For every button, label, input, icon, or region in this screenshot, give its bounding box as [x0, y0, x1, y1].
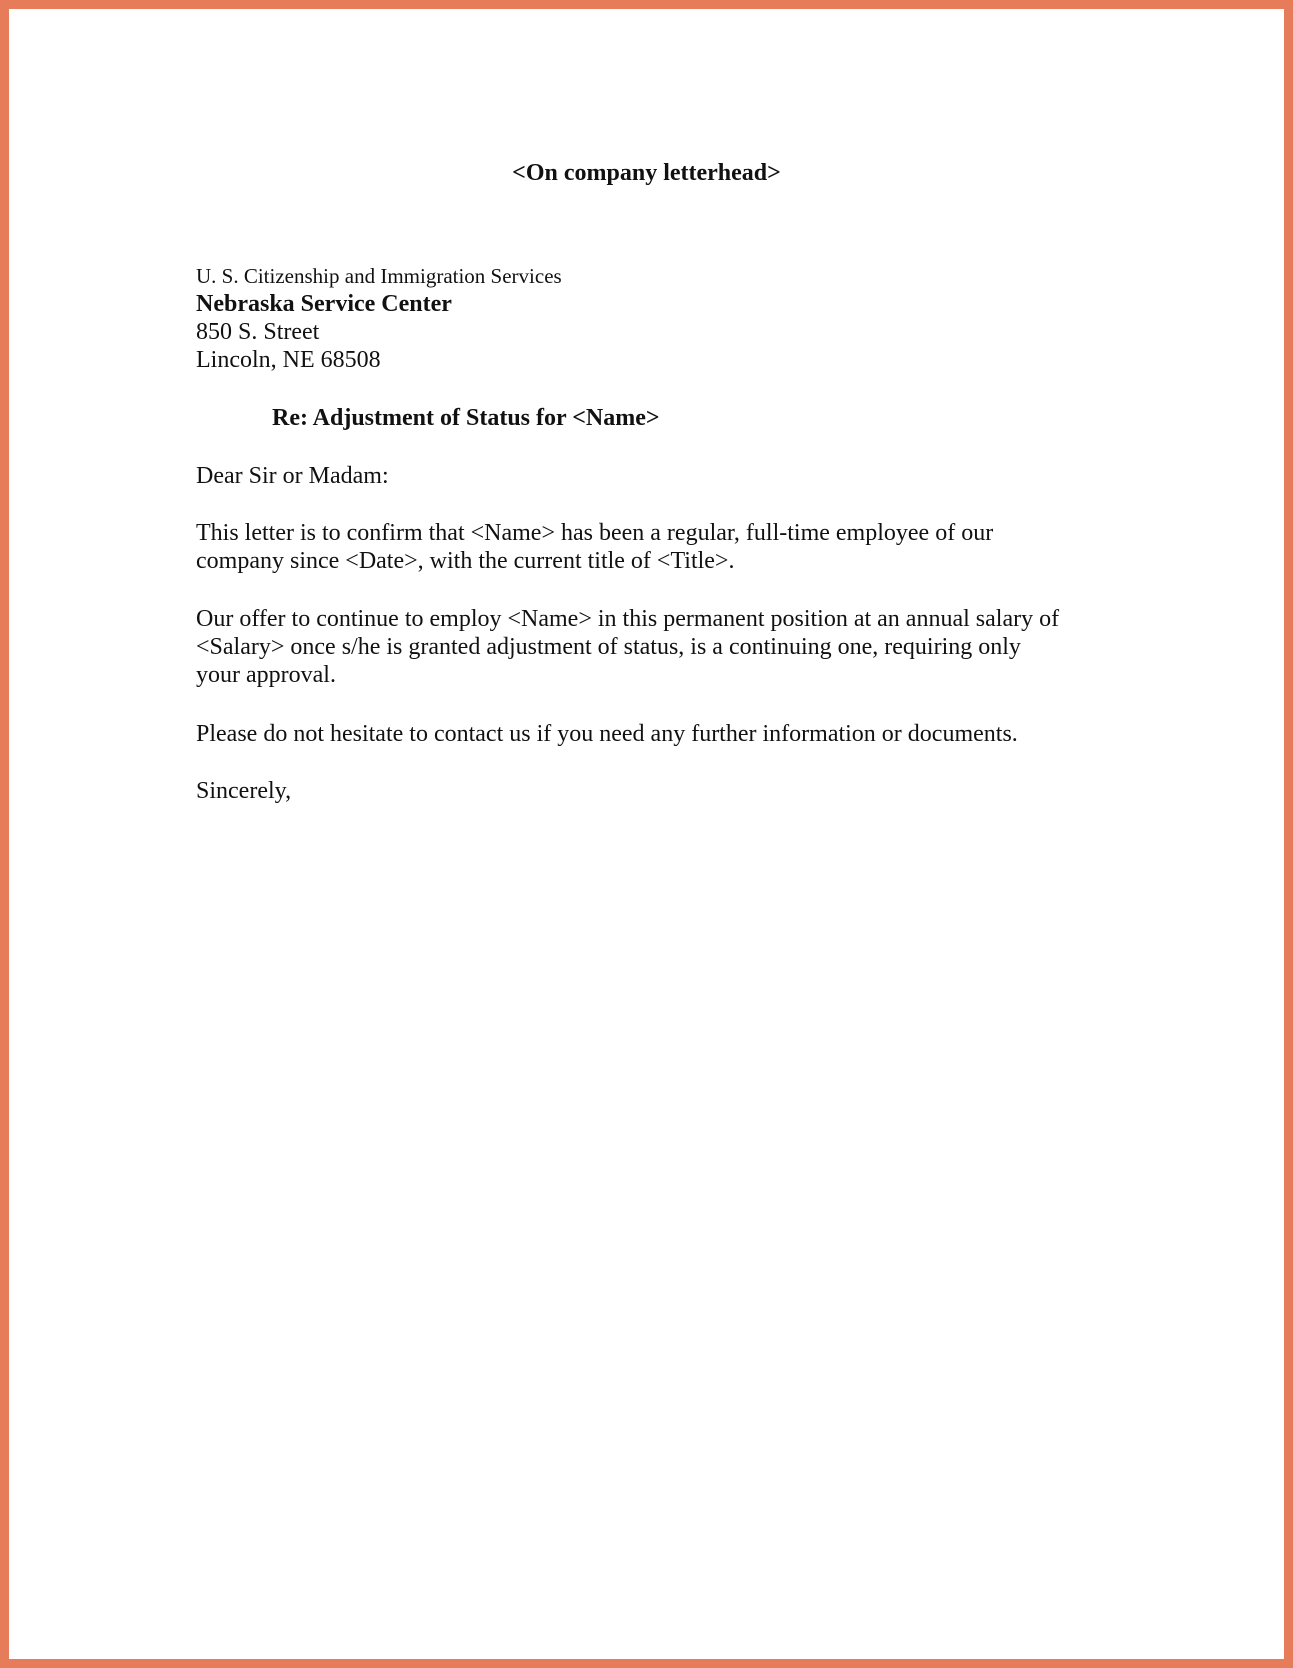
paragraph-line: company since <Date>, with the current title of <Title>.: [196, 548, 735, 574]
recipient-agency: U. S. Citizenship and Immigration Services: [196, 264, 562, 288]
recipient-center: Nebraska Service Center: [196, 291, 452, 317]
closing: Sincerely,: [196, 778, 292, 804]
recipient-city-state-zip: Lincoln, NE 68508: [196, 347, 381, 373]
paragraph-line: Please do not hesitate to contact us if you need any further information or documents.: [196, 721, 1018, 747]
paragraph-line: Our offer to continue to employ <Name> in this permanent position at an annual salary of: [196, 606, 1060, 632]
paragraph-line: your approval.: [196, 662, 336, 688]
salutation: Dear Sir or Madam:: [196, 463, 389, 489]
letterhead-note: <On company letterhead>: [512, 160, 781, 186]
paragraph-line: <Salary> once s/he is granted adjustment of status, is a continuing one, requiring only: [196, 634, 1021, 660]
recipient-street: 850 S. Street: [196, 319, 320, 345]
subject-line: Re: Adjustment of Status for <Name>: [272, 405, 660, 431]
paragraph-line: This letter is to confirm that <Name> has been a regular, full-time employee of our: [196, 520, 994, 546]
